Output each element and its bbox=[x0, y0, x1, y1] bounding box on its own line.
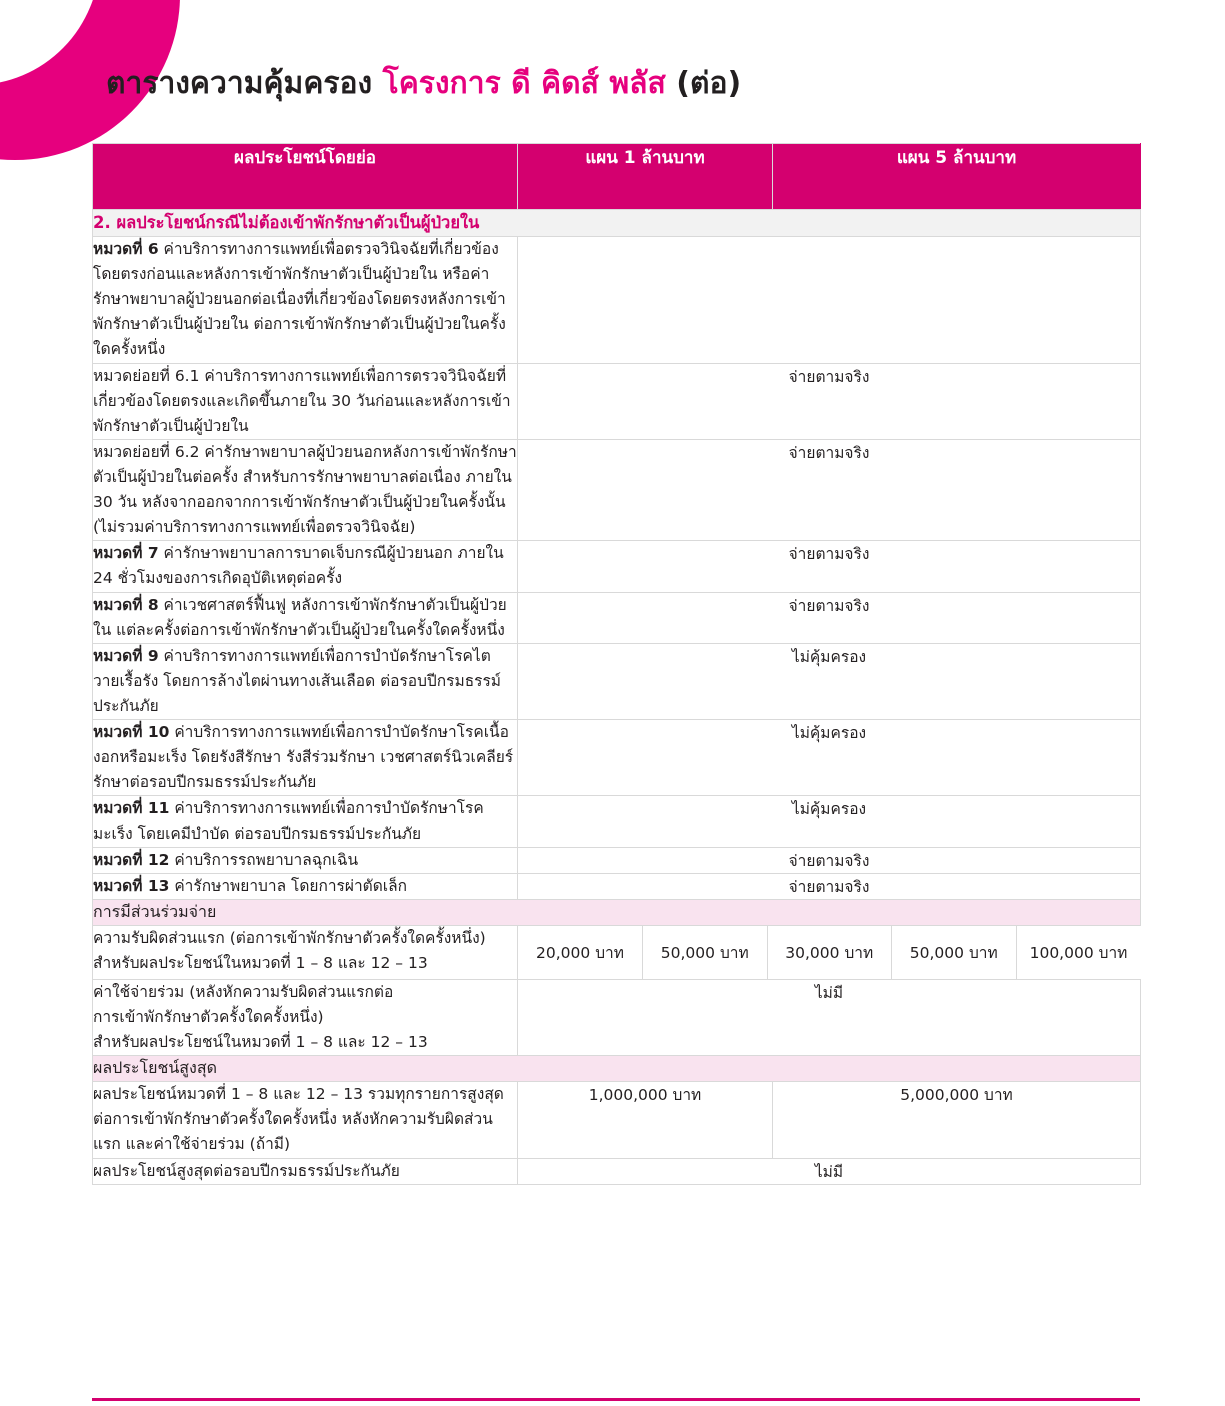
benefit-cell bbox=[93, 979, 518, 1055]
benefit-label-bold: หมวดที่ 11 bbox=[93, 799, 170, 818]
table-row bbox=[93, 873, 1141, 899]
benefit-cell bbox=[93, 592, 518, 643]
section-header-row bbox=[93, 210, 1141, 237]
value-cell: ไม่คุ้มครอง bbox=[518, 796, 1141, 847]
value-cell: จ่ายตามจริง bbox=[518, 439, 1141, 540]
page-title-highlight: โครงการ ดี คิดส์ พลัส bbox=[382, 66, 666, 101]
deductible-values-table bbox=[518, 926, 1141, 979]
benefit-label-text: ค่าเวชศาสตร์ฟื้นฟู หลังการเข้าพักรักษาตัวเป็นผู้ป่วยใน แต่ละครั้งต่อการเข้าพักรักษาตัวเป็นผู้ป่วยในครั้งใดครั้งหนึ่ง bbox=[93, 595, 507, 639]
benefit-label-line2: การเข้าพักรักษาตัวครั้งใดครั้งหนึ่ง) bbox=[93, 1007, 324, 1026]
page-title-plain-end: (ต่อ) bbox=[665, 66, 742, 101]
benefit-cell bbox=[93, 541, 518, 592]
table-row bbox=[93, 643, 1141, 719]
benefit-cell bbox=[93, 363, 518, 439]
subsection-label-copay: การมีส่วนร่วมจ่าย bbox=[93, 899, 1141, 925]
value-cell: จ่ายตามจริง bbox=[518, 363, 1141, 439]
benefit-label-text: ค่าบริการทางการแพทย์เพื่อการบำบัดรักษาโรคมะเร็ง โดยเคมีบำบัด ต่อรอบปีกรมธรรม์ประกันภัย bbox=[93, 799, 484, 843]
col-header-benefit: ผลประโยชน์โดยย่อ bbox=[93, 144, 518, 210]
benefit-cell bbox=[93, 847, 518, 873]
section-label-outpatient: 2. ผลประโยชน์กรณีไม่ต้องเข้าพักรักษาตัวเป็นผู้ป่วยใน bbox=[93, 210, 1141, 237]
benefit-cell bbox=[93, 720, 518, 796]
benefit-label-text: ค่าบริการรถพยาบาลฉุกเฉิน bbox=[169, 850, 359, 869]
page-title bbox=[106, 60, 741, 107]
benefit-label-bold: หมวดที่ 10 bbox=[93, 723, 170, 742]
deductible-value-5: 100,000 บาท bbox=[1016, 926, 1141, 979]
table-row bbox=[93, 720, 1141, 796]
benefit-label-line2: สำหรับผลประโยชน์ในหมวดที่ 1 – 8 และ 12 – 13 bbox=[93, 953, 428, 972]
max-per-year-value: ไม่มี bbox=[518, 1158, 1141, 1184]
value-cell bbox=[518, 237, 1141, 364]
coverage-table-wrap bbox=[92, 143, 1140, 1185]
benefit-cell bbox=[93, 873, 518, 899]
value-cell: ไม่คุ้มครอง bbox=[518, 643, 1141, 719]
bottom-brand-rule bbox=[92, 1398, 1140, 1401]
col-header-plan-5: แผน 5 ล้านบาท bbox=[773, 144, 1141, 210]
benefit-cell bbox=[93, 925, 518, 979]
table-row bbox=[93, 363, 1141, 439]
table-row-max-per-stay bbox=[93, 1082, 1141, 1158]
coinsurance-value-cell: ไม่มี bbox=[518, 979, 1141, 1055]
subsection-header-row-copay bbox=[93, 899, 1141, 925]
table-row-max-per-year bbox=[93, 1158, 1141, 1184]
deductible-value-1: 20,000 บาท bbox=[518, 926, 643, 979]
table-row bbox=[93, 847, 1141, 873]
benefit-cell bbox=[93, 796, 518, 847]
benefit-label-line1: ความรับผิดส่วนแรก (ต่อการเข้าพักรักษาตัวครั้งใดครั้งหนึ่ง) bbox=[93, 928, 486, 947]
table-row-deductible bbox=[93, 925, 1141, 979]
table-body bbox=[93, 210, 1141, 1185]
benefit-label-text: ค่ารักษาพยาบาลการบาดเจ็บกรณีผู้ป่วยนอก ภายใน 24 ชั่วโมงของการเกิดอุบัติเหตุต่อครั้ง bbox=[93, 544, 504, 588]
value-cell: จ่ายตามจริง bbox=[518, 541, 1141, 592]
benefit-label-text: หมวดย่อยที่ 6.2 ค่ารักษาพยาบาลผู้ป่วยนอกหลังการเข้าพักรักษาตัวเป็นผู้ป่วยในต่อครั้ง สำหรับการรักษาพยาบาลต่อเนื่อง ภายใน 30 วัน หลังจากออกจากการเข้าพักรักษาตัวเป็นผู้ป่วยในครั้งนั้น (ไม่รวมค่าบริการทางการแพทย์เพื่อตรวจวินิจฉัย) bbox=[93, 442, 517, 537]
table-row bbox=[93, 796, 1141, 847]
page-title-plain-start: ตารางความคุ้มครอง bbox=[106, 66, 383, 101]
benefit-label-text: ค่ารักษาพยาบาล โดยการผ่าตัดเล็ก bbox=[169, 876, 407, 895]
deductible-value-2: 50,000 บาท bbox=[643, 926, 768, 979]
benefit-label-text: ผลประโยชน์สูงสุดต่อรอบปีกรมธรรม์ประกันภัย bbox=[93, 1161, 400, 1180]
table-row bbox=[93, 592, 1141, 643]
table-row-coinsurance bbox=[93, 979, 1141, 1055]
benefit-label-bold: หมวดที่ 12 bbox=[93, 850, 170, 869]
max-per-stay-plan1-value: 1,000,000 บาท bbox=[518, 1082, 773, 1158]
value-cell: จ่ายตามจริง bbox=[518, 847, 1141, 873]
subsection-header-row-max bbox=[93, 1056, 1141, 1082]
benefit-label-bold: หมวดที่ 8 bbox=[93, 595, 159, 614]
benefit-label-bold: หมวดที่ 7 bbox=[93, 544, 159, 563]
deductible-values-cell bbox=[518, 925, 1141, 979]
benefit-cell bbox=[93, 439, 518, 540]
deductible-value-4: 50,000 บาท bbox=[892, 926, 1017, 979]
table-row bbox=[93, 541, 1141, 592]
subsection-label-max: ผลประโยชน์สูงสุด bbox=[93, 1056, 1141, 1082]
benefit-label-text: ผลประโยชน์หมวดที่ 1 – 8 และ 12 – 13 รวมทุกรายการสูงสุดต่อการเข้าพักรักษาตัวครั้งใดครั้งหนึ่ง หลังหักความรับผิดส่วนแรก และค่าใช้จ่ายร่วม (ถ้ามี) bbox=[93, 1085, 504, 1154]
value-cell: จ่ายตามจริง bbox=[518, 873, 1141, 899]
value-cell: จ่ายตามจริง bbox=[518, 592, 1141, 643]
coverage-table bbox=[92, 143, 1141, 1185]
value-cell: ไม่คุ้มครอง bbox=[518, 720, 1141, 796]
benefit-cell bbox=[93, 643, 518, 719]
benefit-label-text: ค่าบริการทางการแพทย์เพื่อตรวจวินิจฉัยที่เกี่ยวข้องโดยตรงก่อนและหลังการเข้าพักรักษาตัวเป็นผู้ป่วยใน หรือค่ารักษาพยาบาลผู้ป่วยนอกต่อเนื่องที่เกี่ยวข้องโดยตรงหลังการเข้าพักรักษาตัวเป็นผู้ป่วยใน ต่อการเข้าพักรักษาตัวเป็นผู้ป่วยในครั้งใดครั้งหนึ่ง bbox=[93, 240, 506, 359]
benefit-label-bold: หมวดที่ 13 bbox=[93, 876, 170, 895]
table-header bbox=[93, 144, 1141, 210]
benefit-label-text: ค่าบริการทางการแพทย์เพื่อการบำบัดรักษาโรคเนื้องอกหรือมะเร็ง โดยรังสีรักษา รังสีร่วมรักษา เวชศาสตร์นิวเคลียร์รักษาต่อรอบปีกรมธรรม์ประกันภัย bbox=[93, 723, 514, 792]
table-header-row bbox=[93, 144, 1141, 210]
deductible-values-row bbox=[518, 926, 1141, 979]
deductible-value-3: 30,000 บาท bbox=[767, 926, 892, 979]
table-row bbox=[93, 439, 1141, 540]
max-per-stay-plan5-value: 5,000,000 บาท bbox=[773, 1082, 1141, 1158]
benefit-label-text: หมวดย่อยที่ 6.1 ค่าบริการทางการแพทย์เพื่อการตรวจวินิจฉัยที่เกี่ยวข้องโดยตรงและเกิดขึ้นภายใน 30 วันก่อนและหลังการเข้าพักรักษาตัวเป็นผู้ป่วยใน bbox=[93, 366, 511, 435]
benefit-label-bold: หมวดที่ 6 bbox=[93, 240, 159, 258]
benefit-label-bold: หมวดที่ 9 bbox=[93, 646, 159, 665]
benefit-label-line1: ค่าใช้จ่ายร่วม (หลังหักความรับผิดส่วนแรกต่อ bbox=[93, 982, 394, 1001]
benefit-label-line3: สำหรับผลประโยชน์ในหมวดที่ 1 – 8 และ 12 – 13 bbox=[93, 1033, 428, 1052]
benefit-cell bbox=[93, 1158, 518, 1184]
table-row bbox=[93, 237, 1141, 364]
benefit-cell bbox=[93, 237, 518, 364]
col-header-plan-1: แผน 1 ล้านบาท bbox=[518, 144, 773, 210]
benefit-label-text: ค่าบริการทางการแพทย์เพื่อการบำบัดรักษาโรคไตวายเรื้อรัง โดยการล้างไตผ่านทางเส้นเลือด ต่อรอบปีกรมธรรม์ประกันภัย bbox=[93, 646, 502, 715]
benefit-cell bbox=[93, 1082, 518, 1158]
